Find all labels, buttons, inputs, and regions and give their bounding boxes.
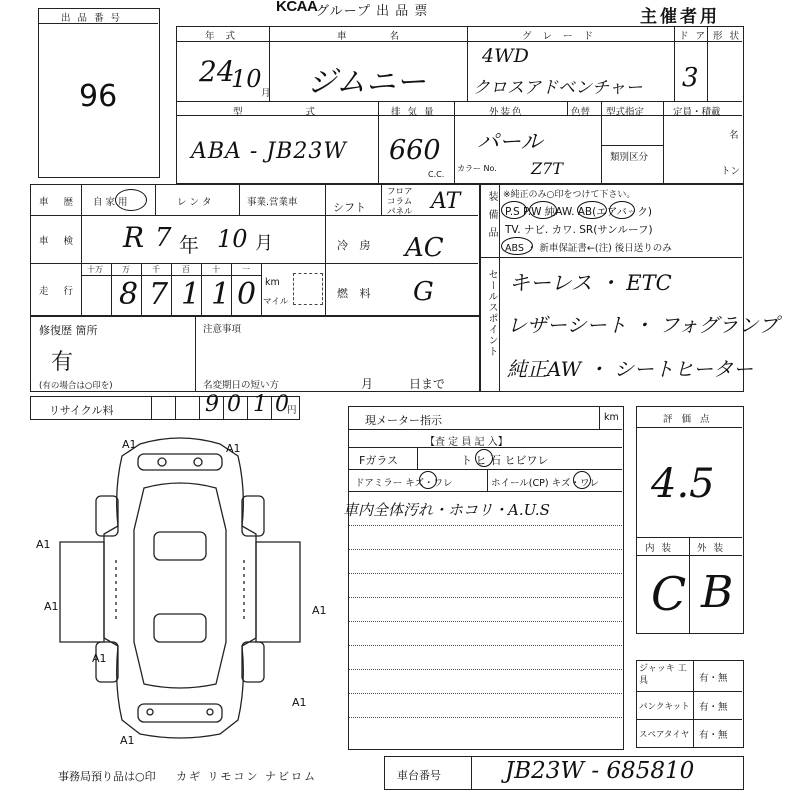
ac-label: 冷 房	[337, 239, 375, 252]
type-designation-label: 型式指定	[606, 107, 645, 118]
grade-label: グ レ ー ド	[522, 31, 598, 42]
lot-number-label: 出 品 番 号	[61, 13, 123, 24]
equipment-pw-circle	[529, 201, 557, 219]
displacement-value: 660	[389, 135, 441, 166]
exterior-grade: B	[701, 567, 734, 618]
car-name-value: ジムニー	[307, 65, 426, 100]
lot-number-value: 96	[79, 79, 118, 114]
equipment-ps-circle	[501, 201, 527, 219]
color-no-label: カラー No.	[457, 164, 497, 173]
shift-value: AT	[431, 189, 461, 214]
sales-point-2: レザーシート ・ フォグランプ	[507, 313, 779, 337]
shift-floor: フロア	[387, 187, 413, 197]
equipment-line2: TV. ナビ. カワ. SR(サンルーフ)	[505, 224, 653, 236]
diagram-mark-6: A1	[92, 652, 107, 665]
diagram-mark-4: A1	[44, 600, 59, 613]
mileage-unit-100k: 十万	[87, 265, 103, 274]
capacity-label: 定員・積載	[673, 107, 721, 118]
car-name-label: 車 名	[337, 31, 420, 42]
sales-point-3: 純正AW ・ シートヒーター	[507, 357, 754, 381]
mileage-unit-100: 百	[182, 265, 190, 274]
organizer-label: 主催者用	[640, 7, 720, 27]
meter-block	[343, 406, 624, 750]
expiry-label: 名変期日の短い方	[203, 380, 280, 391]
color-change-label: 色替	[571, 107, 591, 118]
fuel-label: 燃 料	[337, 287, 375, 300]
recycle-fee-box	[30, 392, 300, 420]
office-note: 事務局預り品は○印	[58, 770, 156, 783]
diagram-mark-1: A1	[122, 438, 137, 451]
spare-tire-label: スペアタイヤ	[639, 730, 690, 740]
wheel-scratch-circle	[573, 471, 591, 489]
recycle-fee-label: リサイクル料	[49, 404, 114, 417]
diagram-mark-5: A1	[312, 604, 327, 617]
shift-column: コラム	[387, 197, 413, 207]
brand-text: KCAA	[276, 0, 318, 15]
grade-line2: クロスアドベンチャー	[473, 78, 643, 98]
mileage-digit-1k: 7	[149, 277, 169, 312]
history-rental: レ ン タ	[177, 197, 212, 208]
diagram-mark-2: A1	[226, 442, 241, 455]
inspection-month: 10	[217, 225, 248, 253]
equipment-note: ※純正のみ○印をつけて下さい。	[503, 190, 636, 200]
notes-label: 注意事項	[203, 324, 242, 335]
inspection-era: R	[123, 221, 145, 254]
equipment-block	[480, 184, 779, 392]
mileage-unit-10k: 万	[122, 265, 130, 274]
glass-chip-circle	[475, 449, 493, 467]
chassis-number: JB23W - 685810	[505, 758, 695, 784]
jack-tools-option: 有・無	[699, 673, 728, 684]
color-value: パール	[477, 130, 543, 155]
score-value: 4.5	[651, 461, 715, 507]
km-label: km	[265, 277, 280, 288]
mileage-label: 走 行	[39, 286, 80, 297]
doors-label: ド ア	[679, 31, 708, 42]
equipment-line3: ABS ・ 新車保証書←(注) 後日送りのみ	[505, 243, 672, 254]
mileage-unit-10: 十	[212, 265, 220, 274]
jack-tools-label: ジャッキ 工具	[639, 664, 687, 686]
puncture-kit-label: パンクキット	[639, 702, 690, 712]
doors-value: 3	[682, 63, 699, 93]
puncture-kit-option: 有・無	[699, 702, 728, 713]
history-commercial: 事業.営業車	[247, 197, 298, 208]
sales-points-label: セールスポイント	[486, 269, 497, 357]
equipment-ab-circle	[609, 201, 635, 219]
meter-label: 現メーター指示	[365, 414, 442, 427]
inspector-remarks: 車内全体汚れ・ホコリ・A.U.S	[343, 501, 550, 519]
office-items: カギ リモコン ナビロム	[176, 770, 317, 783]
year-month-unit: 月	[261, 88, 271, 99]
diagram-mark-7: A1	[292, 696, 307, 709]
mirror-scratch-circle	[419, 471, 437, 489]
history-private-circle	[115, 189, 147, 211]
sheet-title: グループ 出 品 票	[316, 4, 429, 19]
color-label: 外装色	[489, 107, 524, 118]
history-block	[30, 184, 480, 316]
interior-grade: C	[651, 567, 687, 621]
grade-line1: 4WD	[482, 45, 529, 67]
exterior-label: 外 装	[697, 543, 726, 554]
sales-point-1: キーレス ・ ETC	[509, 271, 672, 295]
mileage-digit-10: 1	[211, 277, 231, 312]
lot-number-box	[38, 8, 160, 178]
chassis-box	[384, 756, 744, 790]
year-label: 年 式	[205, 31, 240, 42]
recycle-digit-2: 0	[227, 392, 241, 417]
score-label: 評 価 点	[663, 414, 713, 425]
front-glass-options: ト ヒ 石 ヒビワレ	[461, 454, 549, 467]
mile-label: マイル	[263, 297, 289, 307]
model-value: ABA - JB23W	[191, 139, 347, 164]
mileage-unit-1: 一	[242, 265, 250, 274]
ac-value: AC	[405, 233, 444, 263]
equipment-line1: P.S P.W 純AW. AB(エアバック)	[505, 206, 652, 218]
inspection-year-unit: 年	[179, 233, 200, 257]
interior-label: 内 装	[645, 543, 674, 554]
recycle-digit-1: 9	[205, 392, 219, 417]
front-glass-label: Fガラス	[359, 454, 398, 467]
equipment-aw-circle	[577, 201, 607, 219]
recycle-fee-unit: 円	[287, 405, 297, 416]
diagram-mark-3: A1	[36, 538, 51, 551]
body-shape-label: 形 状	[713, 31, 742, 42]
equipment-label: 装備品	[486, 191, 497, 245]
tools-block	[636, 660, 744, 748]
capacity-ton-unit: トン	[721, 166, 741, 177]
capacity-people-unit: 名	[729, 130, 739, 141]
expiry-month-unit: 月	[361, 377, 374, 391]
history-private: 自 家 用	[93, 197, 128, 208]
diagram-mark-8: A1	[120, 734, 135, 747]
inspection-label: 車 検	[39, 236, 80, 247]
inspection-month-unit: 月	[255, 233, 274, 254]
fuel-value: G	[413, 277, 434, 307]
displacement-label: 排 気 量	[391, 107, 436, 118]
inspector-label: 【査 定 員 記 入】	[425, 437, 508, 448]
recycle-digit-4: 0	[275, 392, 289, 417]
month-value: 10	[231, 65, 262, 93]
history-label: 車 歴	[39, 197, 80, 208]
class-label: 類別区分	[610, 152, 649, 163]
model-label: 型 式	[233, 107, 346, 118]
brand-logo	[276, 0, 317, 15]
repair-value: 有	[51, 350, 74, 375]
wheel-status: ホイール(CP) キズ・ワレ	[491, 478, 599, 489]
shift-label: シフト	[333, 201, 366, 214]
shift-panel: パネル	[387, 207, 413, 217]
mileage-digit-1: 0	[237, 277, 257, 312]
spare-tire-option: 有・無	[699, 730, 728, 741]
year-value: 24	[199, 55, 235, 88]
cc-unit: C.C.	[428, 170, 445, 179]
expiry-day-unit: 日まで	[409, 377, 446, 391]
recycle-digit-3: 1	[253, 392, 267, 417]
mileage-digit-10k: 8	[119, 277, 139, 312]
equipment-abs-circle	[501, 237, 533, 255]
repair-label: 修復歴 箇所	[39, 324, 98, 337]
mileage-unit-1k: 千	[152, 265, 160, 274]
chassis-label: 車台番号	[397, 769, 441, 782]
repair-block	[30, 316, 480, 392]
mileage-digit-100: 1	[181, 277, 201, 312]
repair-note: (有の場合は○印を)	[39, 381, 113, 391]
vehicle-info-grid	[176, 26, 744, 184]
grade-block	[636, 406, 744, 634]
color-no-value: Z7T	[531, 159, 563, 178]
door-mirror-status: ドアミラー キズ・ワレ	[355, 478, 453, 489]
meter-km-unit: km	[604, 412, 619, 423]
inspection-year: 7	[155, 223, 172, 253]
